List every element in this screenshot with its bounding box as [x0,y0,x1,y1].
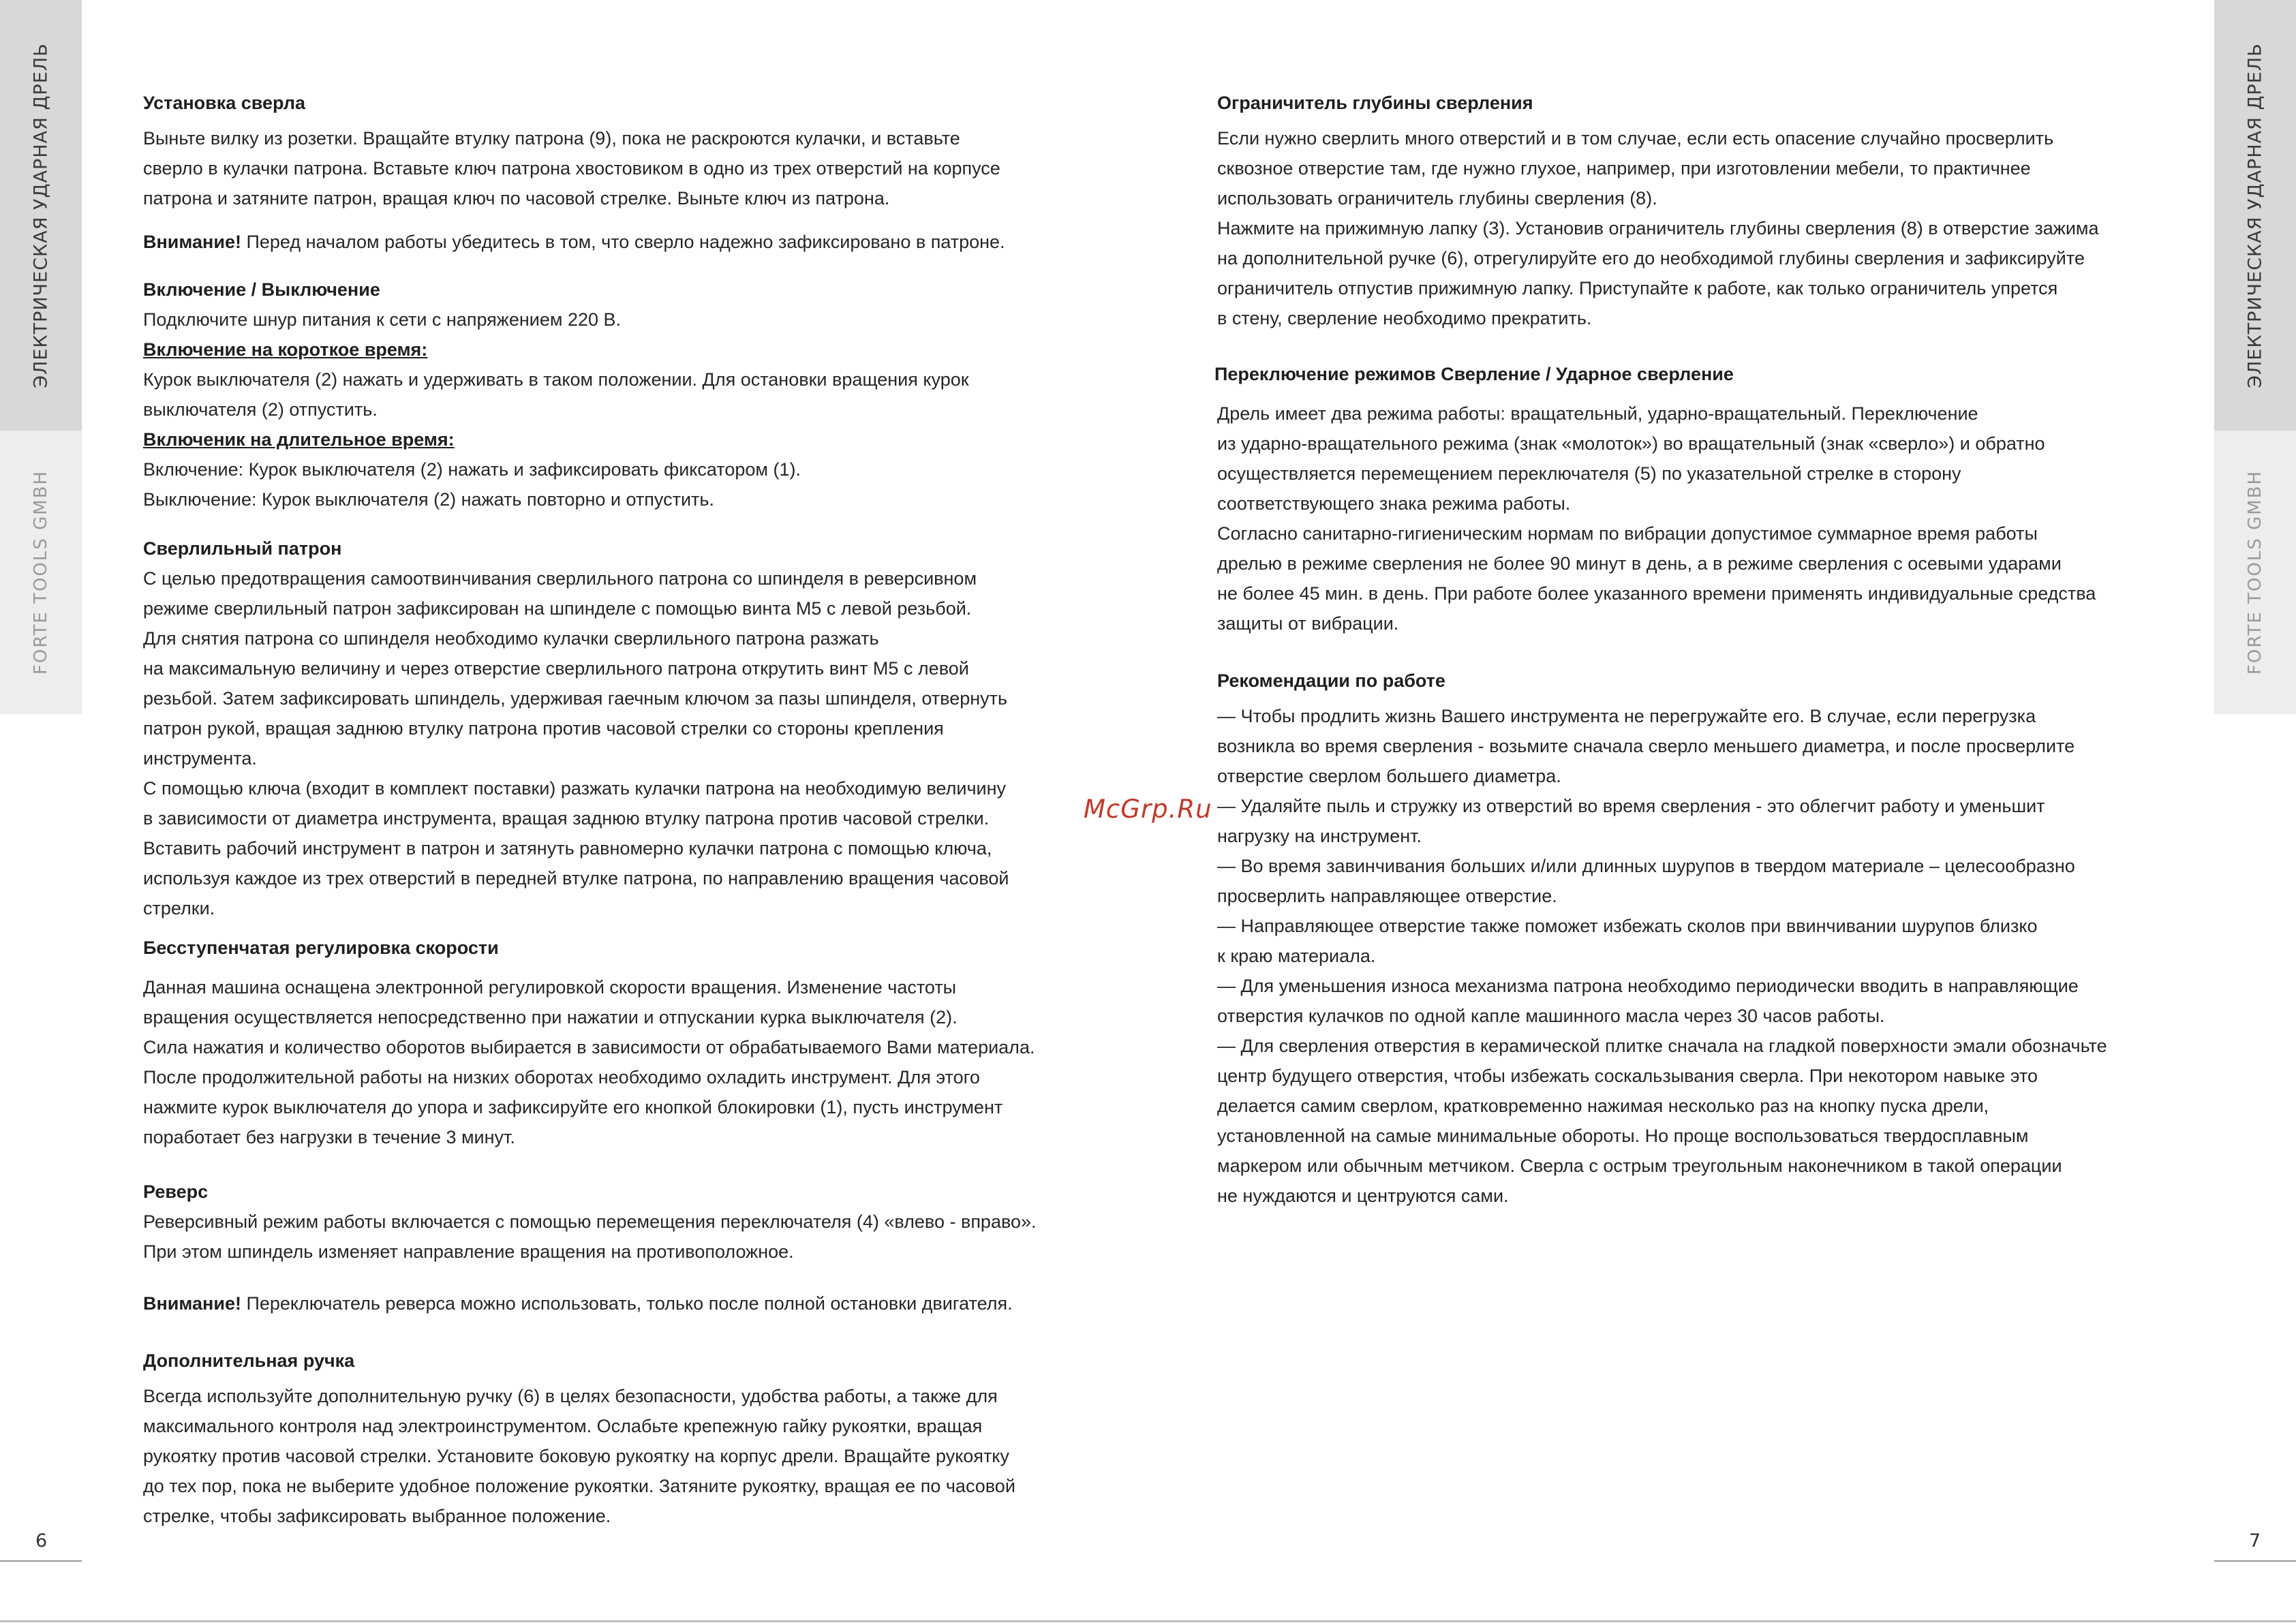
section-heading: Реверс [143,1181,209,1202]
page-number-rule-left [0,1560,82,1562]
text-line: Включение: Курок выключателя (2) нажать и зафиксировать фиксатором (1). [143,459,801,480]
text-line: нагрузку на инструмент. [1217,826,1422,846]
text-line: Данная машина оснащена электронной регулировкой скорости вращения. Изменение частоты [143,977,957,998]
text-line: выключателя (2) отпустить. [143,399,378,420]
warning-text: Перед началом работы убедитесь в том, что сверло надежно зафиксировано в патроне. [241,232,1005,252]
text-line: до тех пор, пока не выберите удобное положение рукоятки. Затяните рукоятку, вращая ее по часовой [143,1476,1015,1496]
bottom-rule [0,1620,2296,1622]
left-sidebar-brand: FORTE TOOLS GMBH [31,469,52,675]
text-line: в стену, сверление необходимо прекратить. [1217,308,1592,328]
text-line: Реверсивный режим работы включается с помощью перемещения переключателя (4) «влево - вправо». [143,1211,1037,1232]
text-line: патрон рукой, вращая заднюю втулку патрона против часовой стрелки со стороны крепления [143,718,944,739]
section-heading: Установка сверла [143,93,306,113]
warning-note [143,227,1037,257]
warning-text: Переключатель реверса можно использовать, только после полной остановки двигателя. [241,1293,1013,1314]
page-number-rule-right [2214,1560,2296,1562]
text-line: — Чтобы продлить жизнь Вашего инструмента не перегружайте его. В случае, если перегрузка [1217,706,2036,726]
text-line: патрона и затяните патрон, вращая ключ по часовой стрелке. Выньте ключ из патрона. [143,188,890,208]
left-sidebar-title-tab [0,0,82,431]
text-line: Дрель имеет два режима работы: вращательный, ударно-вращательный. Переключение [1217,403,1978,424]
section-heading: Включение / Выключение [143,279,380,300]
text-line: — Во время завинчивания больших и/или длинных шурупов в твердом материале – целесообразно [1217,856,2075,876]
text-line: отверстие сверлом большего диаметра. [1217,766,1561,786]
text-line: поработает без нагрузки в течение 3 минут. [143,1127,515,1147]
right-sidebar-title-tab [2214,0,2296,431]
text-line: Выключение: Курок выключателя (2) нажать повторно и отпустить. [143,489,714,510]
text-line: делается самим сверлом, кратковременно нажимая несколько раз на кнопку пуска дрели, [1217,1096,1989,1116]
text-line: — Удаляйте пыль и стружку из отверстий во время сверления - это облегчит работу и уменьшит [1217,796,2045,816]
text-line: сквозное отверстие там, где нужно глухое, например, при изготовлении мебели, то практичнее [1217,158,2031,179]
text-line: Согласно санитарно-гигиеническим нормам по вибрации допустимое суммарное время работы [1217,523,2038,544]
text-line: соответствующего знака режима работы. [1217,493,1571,514]
section-heading: Рекомендации по работе [1217,670,1445,691]
text-line: Всегда используйте дополнительную ручку (6) в целях безопасности, удобства работы, а также для [143,1386,998,1406]
text-line: Для снятия патрона со шпинделя необходимо кулачки сверлильного патрона разжать [143,628,879,649]
section-body [1217,123,2107,333]
watermark: McGrp.Ru [1084,794,1212,824]
section-heading: Сверлильный патрон [143,538,342,559]
left-sidebar-brand-tab [0,431,82,714]
text-line: С целью предотвращения самоотвинчивания сверлильного патрона со шпинделя в реверсивном [143,568,977,589]
warning-label: Внимание! [143,232,241,252]
text-line: использовать ограничитель глубины сверления (8). [1217,188,1657,208]
section-heading: Переключение режимов Сверление / Ударное сверление [1214,364,1734,384]
left-sidebar-title: ЭЛЕКТРИЧЕСКАЯ УДАРНАЯ ДРЕЛЬ [30,42,52,388]
page-number-left: 6 [35,1530,48,1551]
text-line: отверстия кулачков по одной капле машинного масла через 30 часов работы. [1217,1006,1885,1026]
text-line: — Для уменьшения износа механизма патрона необходимо периодически вводить в направляющие [1217,976,2079,996]
warning-label: Внимание! [143,1293,241,1314]
text-line: Сила нажатия и количество оборотов выбирается в зависимости от обрабатываемого Вами материала. [143,1037,1035,1057]
warning-note [143,1288,1037,1318]
text-line: максимального контроля над электроинструментом. Ослабьте крепежную гайку рукоятки, вращая [143,1416,983,1436]
text-line: используя каждое из трех отверстий в передней втулке патрона, по направлению вращения часовой [143,868,1009,888]
text-line: — Направляющее отверстие также поможет избежать сколов при ввинчивании шурупов близко [1217,916,2038,936]
section-body [143,972,1037,1152]
text-line: После продолжительной работы на низких оборотах необходимо охладить инструмент. Для этого [143,1067,980,1087]
text-line: режиме сверлильный патрон зафиксирован на шпинделе с помощью винта М5 с левой резьбой. [143,598,972,619]
text-line: — Для сверления отверстия в керамической плитке сначала на гладкой поверхности эмали обозначьте [1217,1036,2107,1056]
text-line: на максимальную величину и через отверстие сверлильного патрона открутить винт М5 с левой [143,658,969,679]
text-line: стрелке, чтобы зафиксировать выбранное положение. [143,1506,611,1526]
text-line: Если нужно сверлить много отверстий и в том случае, если есть опасение случайно просверлить [1217,128,2054,149]
left-column [143,88,1037,1531]
text-line: При этом шпиндель изменяет направление вращения на противоположное. [143,1241,794,1262]
text-line: резьбой. Затем зафиксировать шпиндель, удерживая гаечным ключом за пазы шпинделя, отвернуть [143,688,1008,709]
text-line: ограничитель отпустив прижимную лапку. Приступайте к работе, как только ограничитель упрется [1217,278,2058,298]
text-line: Нажмите на прижимную лапку (3). Установив ограничитель глубины сверления (8) в отверстие зажима [1217,218,2099,238]
section-body [1217,701,2107,1211]
text-line: центр будущего отверстия, чтобы избежать соскальзывания сверла. При некотором навыке это [1217,1066,2038,1086]
text-line: нажмите курок выключателя до упора и зафиксируйте его кнопкой блокировки (1), пусть инструмент [143,1097,1003,1117]
right-sidebar-brand: FORTE TOOLS GMBH [2245,469,2266,675]
text-line: Курок выключателя (2) нажать и удерживать в таком положении. Для остановки вращения курок [143,369,969,390]
text-line: просверлить направляющее отверстие. [1217,886,1557,906]
section-body [143,1381,1037,1531]
page-number-right: 7 [2249,1530,2261,1551]
text-line: установленной на самые минимальные обороты. Но проще воспользоваться твердосплавным [1217,1126,2029,1146]
subheading: Включеник на длительное время: [143,429,455,450]
text-line: С помощью ключа (входит в комплект поставки) разжать кулачки патрона на необходимую величину [143,778,1007,799]
right-column [1214,88,2107,1211]
text-line: возникла во время сверления - возьмите сначала сверло меньшего диаметра, и после просверлите [1217,736,2075,756]
text-line: маркером или обычным метчиком. Сверла с острым треугольным наконечником в такой операции [1217,1156,2062,1176]
right-sidebar-brand-tab [2214,431,2296,714]
text-line: из ударно-вращательного режима (знак «молоток») во вращательный (знак «сверло») и обратно [1217,433,2045,454]
section-heading: Бесступенчатая регулировка скорости [143,938,499,958]
subheading: Включение на короткое время: [143,339,428,360]
text-line: осуществляется перемещением переключателя (5) по указательной стрелке в сторону [1217,463,1961,484]
text-line: не нуждаются и центруются сами. [1217,1186,1509,1206]
section-heading: Ограничитель глубины сверления [1217,93,1533,113]
text-line: не более 45 мин. в день. При работе более указанного времени применять индивидуальные средства [1217,583,2096,604]
section-heading: Дополнительная ручка [143,1350,355,1371]
right-sidebar-title: ЭЛЕКТРИЧЕСКАЯ УДАРНАЯ ДРЕЛЬ [2244,42,2266,388]
text-line: стрелки. [143,898,215,918]
text-line: инструмента. [143,748,257,769]
text-line: к краю материала. [1217,946,1376,966]
text-line: на дополнительной ручке (6), отрегулируйте его до необходимой глубины сверления и зафиксируйте [1217,248,2085,268]
text-line: рукоятку против часовой стрелки. Установите боковую рукоятку на корпус дрели. Вращайте рукоятку [143,1446,1009,1466]
text-line: сверло в кулачки патрона. Вставьте ключ патрона хвостовиком в одно из трех отверстий на корпусе [143,158,1000,179]
text-line: защиты от вибрации. [1217,613,1399,634]
text-line: Вставить рабочий инструмент в патрон и затянуть равномерно кулачки патрона с помощью ключа, [143,838,992,859]
text-line: вращения осуществляется непосредственно при нажатии и отпускании курка выключателя (2). [143,1007,958,1027]
text-line: дрелью в режиме сверления не более 90 минут в день, а в режиме сверления с осевыми ударами [1217,553,2062,574]
text-line: в зависимости от диаметра инструмента, вращая заднюю втулку патрона против часовой стрелки. [143,808,990,829]
text-line: Подключите шнур питания к сети с напряжением 220 В. [143,309,621,330]
section-body [1217,399,2107,638]
section-body [143,123,1037,213]
section-body [143,563,1037,923]
text-line: Выньте вилку из розетки. Вращайте втулку патрона (9), пока не раскроются кулачки, и вставьте [143,128,960,149]
